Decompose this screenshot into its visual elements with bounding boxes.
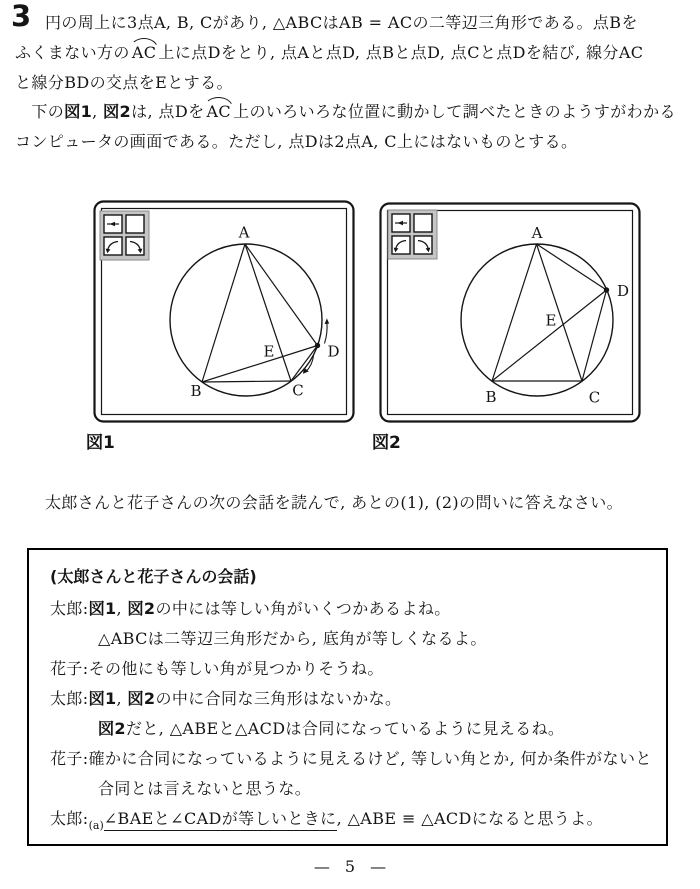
dialog-line: 花子:確かに合同になっているように見えるけど, 等しい角とか, 何か条件がないと — [50, 749, 652, 768]
figure2-screen — [379, 202, 641, 423]
rotate-ccw-button[interactable] — [392, 236, 410, 254]
rotate-cw-button[interactable] — [126, 237, 144, 255]
arc-over-text: AC — [206, 102, 232, 122]
point-label-d: D — [327, 342, 340, 361]
point-label-c: C — [588, 388, 601, 407]
point-label-e: E — [263, 342, 275, 361]
figure1-screen — [93, 200, 355, 423]
speaker-name: 花子: — [50, 749, 89, 768]
problem-line: コンピュータの画面である。ただし, 点Dは2点A, C上にはないものとする。 — [15, 132, 578, 152]
point-label-a: A — [238, 223, 250, 242]
page-number: — 5 — — [313, 857, 387, 876]
dialog-line: 太郎$:_{(a)}\angle BAE$と∠CADが等しいときに, △ABE ≡ △ACDになると思うよ。 — [50, 809, 603, 832]
dialog-line: 合同とは言えないと思うな。 — [98, 779, 312, 798]
point-d-handle[interactable] — [604, 287, 609, 292]
dialog-title: (太郎さんと花子さんの会話) — [50, 567, 257, 586]
dialog-line: 図2だと, △ABEと△ACDは合同になっているように見えるね。 — [98, 719, 565, 738]
arc-over-text: AC — [131, 42, 157, 62]
dialog-line: 太郎:図1, 図2の中には等しい角がいくつかあるよね。 — [50, 599, 451, 618]
figure2-label: 図2 — [372, 433, 401, 453]
speaker-name: 花子: — [50, 659, 89, 678]
problem-line: ふくまない方の AC 上に点Dをとり, 点Aと点D, 点Bと点D, 点Cと点Dを結び, 線分AC — [15, 42, 644, 62]
blank-tool-button[interactable] — [126, 215, 144, 233]
point-label-b: B — [485, 388, 497, 406]
blank-tool-button[interactable] — [414, 214, 432, 232]
dialog-line: 太郎:図1, 図2の中に合同な三角形はないかな。 — [50, 689, 402, 708]
instruction-text: 太郎さんと花子さんの次の会話を読んで, あとの(1), (2)の問いに答えなさい。 — [45, 493, 624, 512]
dialog-box — [27, 548, 668, 846]
point-label-c: C — [292, 381, 304, 400]
point-label-b: B — [190, 382, 202, 400]
rotate-cw-button[interactable] — [414, 236, 432, 254]
speaker-name: 太郎: — [50, 689, 89, 708]
speaker-name: 太郎: — [50, 809, 89, 828]
problem-line: 下の図1, 図2は, 点Dを AC 上のいろいろな位置に動かして調べたときのようすがわかる — [15, 102, 676, 122]
toolbar-panel — [100, 211, 149, 260]
problem-line: 円の周上に3点A, B, Cがあり, △ABCはAB = ACの二等辺三角形である。点Bを — [45, 13, 638, 32]
point-label-d: D — [616, 282, 630, 300]
problem-number: 3 — [11, 0, 32, 33]
rotate-ccw-button[interactable] — [104, 237, 122, 255]
problem-line: と線分BDの交点をEとする。 — [15, 72, 233, 92]
point-label-e: E — [545, 311, 557, 330]
dialog-line: △ABCは二等辺三角形だから, 底角が等しくなるよ。 — [98, 629, 487, 648]
dialog-line: 花子:その他にも等しい角が見つかりそうね。 — [50, 659, 384, 678]
toolbar-panel — [388, 210, 437, 259]
point-d-handle[interactable] — [315, 343, 320, 348]
figure1-label: 図1 — [86, 433, 115, 453]
speaker-name: 太郎: — [50, 599, 89, 618]
point-label-a: A — [531, 224, 543, 242]
